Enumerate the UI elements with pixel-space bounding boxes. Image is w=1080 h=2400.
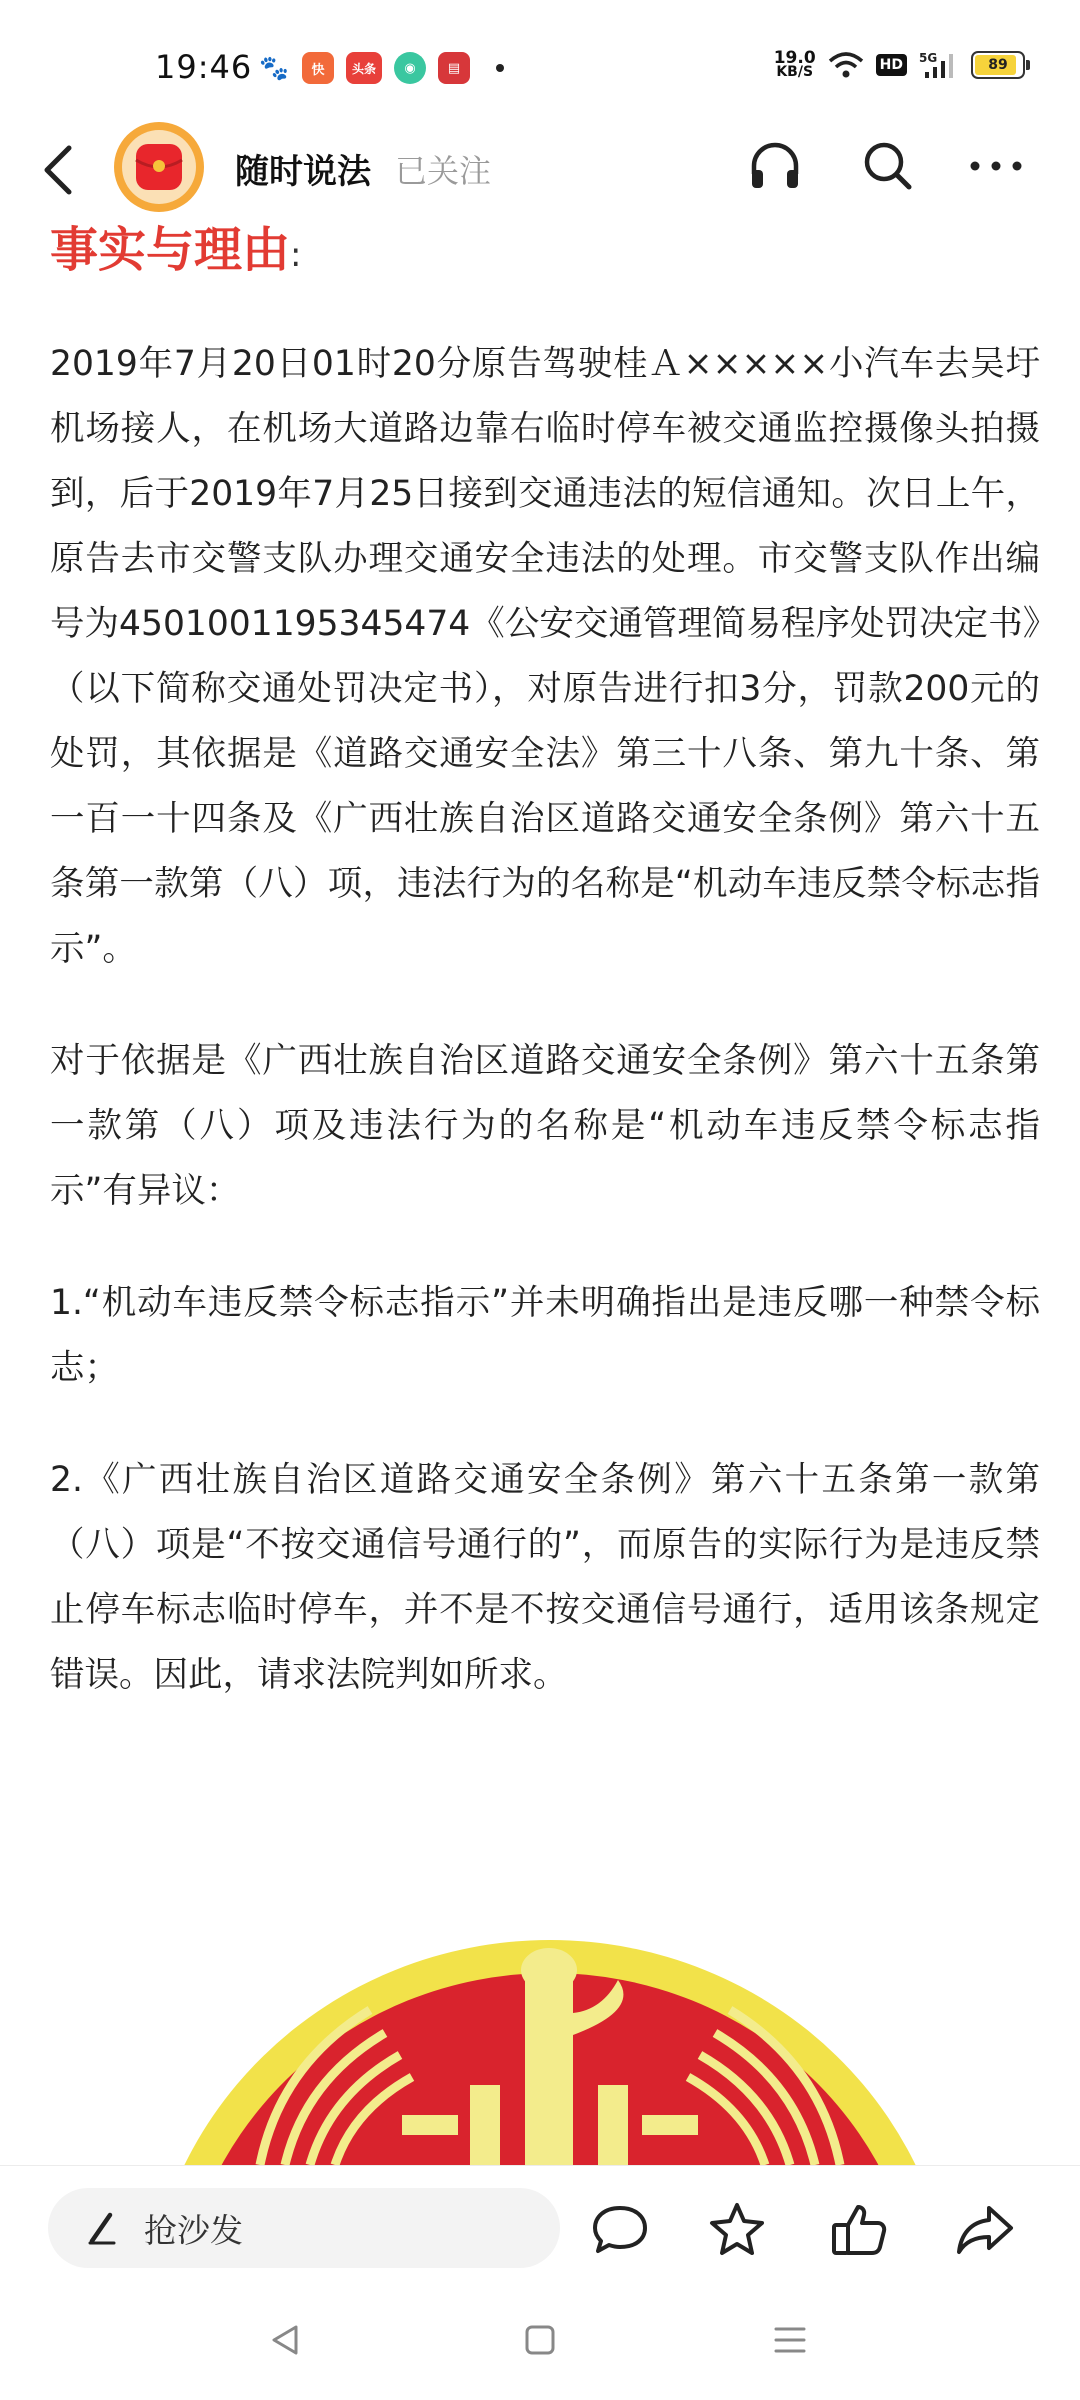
article-body (50, 215, 1040, 1708)
network-speed (773, 48, 816, 80)
battery-tip (1026, 60, 1030, 70)
comment-placeholder: 抢沙发 (144, 2210, 243, 2250)
status-bar (0, 0, 1080, 130)
red-envelope-logo-icon (130, 138, 188, 196)
article-paragraph: 对于依据是《广西壮族自治区道路交通安全条例》第六十五条第一款第（八）项及违法行为的名称是“机动车违反禁令标志指示”有异议： (50, 1041, 1040, 1211)
share-button[interactable] (950, 2194, 1020, 2264)
network-speed-unit: KB/S (776, 64, 814, 80)
signal-icon (919, 50, 959, 80)
system-back-button[interactable] (245, 2310, 325, 2370)
listen-button[interactable] (739, 130, 811, 202)
recents-nav-icon (772, 2324, 808, 2356)
avatar-inner (122, 130, 196, 204)
section-heading-colon: : (290, 235, 302, 275)
like-icon (830, 2201, 888, 2257)
app-header (0, 120, 1080, 220)
more-notifications-dot-icon (496, 64, 504, 72)
headphones-icon (748, 140, 802, 192)
comment-icon (591, 2202, 649, 2256)
system-navigation-bar (0, 2290, 1080, 2400)
wifi-icon (828, 51, 864, 79)
search-icon (862, 140, 914, 192)
more-button[interactable] (960, 130, 1032, 202)
comment-button[interactable] (585, 2194, 655, 2264)
notification-icons (258, 52, 504, 84)
pen-icon (84, 2209, 122, 2247)
search-button[interactable] (852, 130, 924, 202)
court-emblem-image[interactable] (140, 1915, 960, 2165)
like-button[interactable] (824, 2194, 894, 2264)
home-nav-icon (524, 2324, 556, 2356)
system-recents-button[interactable] (750, 2310, 830, 2370)
share-icon (955, 2202, 1015, 2256)
gift-app-icon: ▤ (438, 52, 470, 84)
kuaishou-icon: 快 (302, 52, 334, 84)
network-speed-value: 19.0 (773, 48, 816, 68)
article-paragraph: 2.《广西壮族自治区道路交通安全条例》第六十五条第一款第（八）项是“不按交通信号通行的”，而原告的实际行为是违反禁止停车标志临时停车，并不是不按交通信号通行，适用该条规定错误。因此，请求法院判如所求。 (50, 1460, 1040, 1695)
chevron-left-icon (41, 144, 75, 196)
comment-input[interactable] (48, 2188, 560, 2268)
section-heading (50, 215, 1040, 285)
account-name[interactable]: 随时说法 (235, 152, 371, 192)
hd-badge: HD (876, 54, 907, 76)
account-avatar[interactable] (114, 122, 204, 212)
status-time: 19:46 (155, 48, 253, 86)
article-paragraph: 1.“机动车违反禁令标志指示”并未明确指出是违反哪一种禁令标志； (50, 1283, 1040, 1388)
more-dots-icon (968, 159, 1024, 173)
star-icon (708, 2201, 766, 2257)
section-heading-text: 事实与理由 (50, 222, 291, 278)
bottom-action-bar (0, 2165, 1080, 2291)
follow-status[interactable]: 已关注 (395, 152, 492, 190)
toutiao-icon: 头条 (346, 52, 382, 84)
system-home-button[interactable] (500, 2310, 580, 2370)
battery-icon (971, 51, 1025, 79)
network-type-label: 5G (919, 51, 938, 65)
system-icons (774, 50, 1025, 80)
favorite-button[interactable] (702, 2194, 772, 2264)
battery-level: 89 (988, 57, 1008, 73)
article-paragraph: 2019年7月20日01时20分原告驾驶桂Ａ×××××小汽车去吴圩机场接人，在机场大道路边靠右临时停车被交通监控摄像头拍摄到，后于2019年7月25日接到交通违法的短信通知。次日上午，原告去市交警支队办理交通安全违法的处理。市交警支队作出编号为4501001195345474《公安交通管理简易程序处罚决定书》（以下简称交通处罚决定书），对原告进行扣3分，罚款200元的处罚，其依据是《道路交通安全法》第三十八条、第九十条、第一百一十四条及《广西壮族自治区道路交通安全条例》第六十五条第一款第（八）项，违法行为的名称是“机动车违反禁令标志指示”。 (50, 344, 1040, 969)
court-emblem-icon (140, 1915, 960, 2165)
baidu-icon: 🐾 (259, 54, 289, 82)
back-button[interactable] (28, 135, 88, 205)
message-app-icon: ◉ (394, 52, 426, 84)
back-nav-icon (268, 2323, 302, 2357)
